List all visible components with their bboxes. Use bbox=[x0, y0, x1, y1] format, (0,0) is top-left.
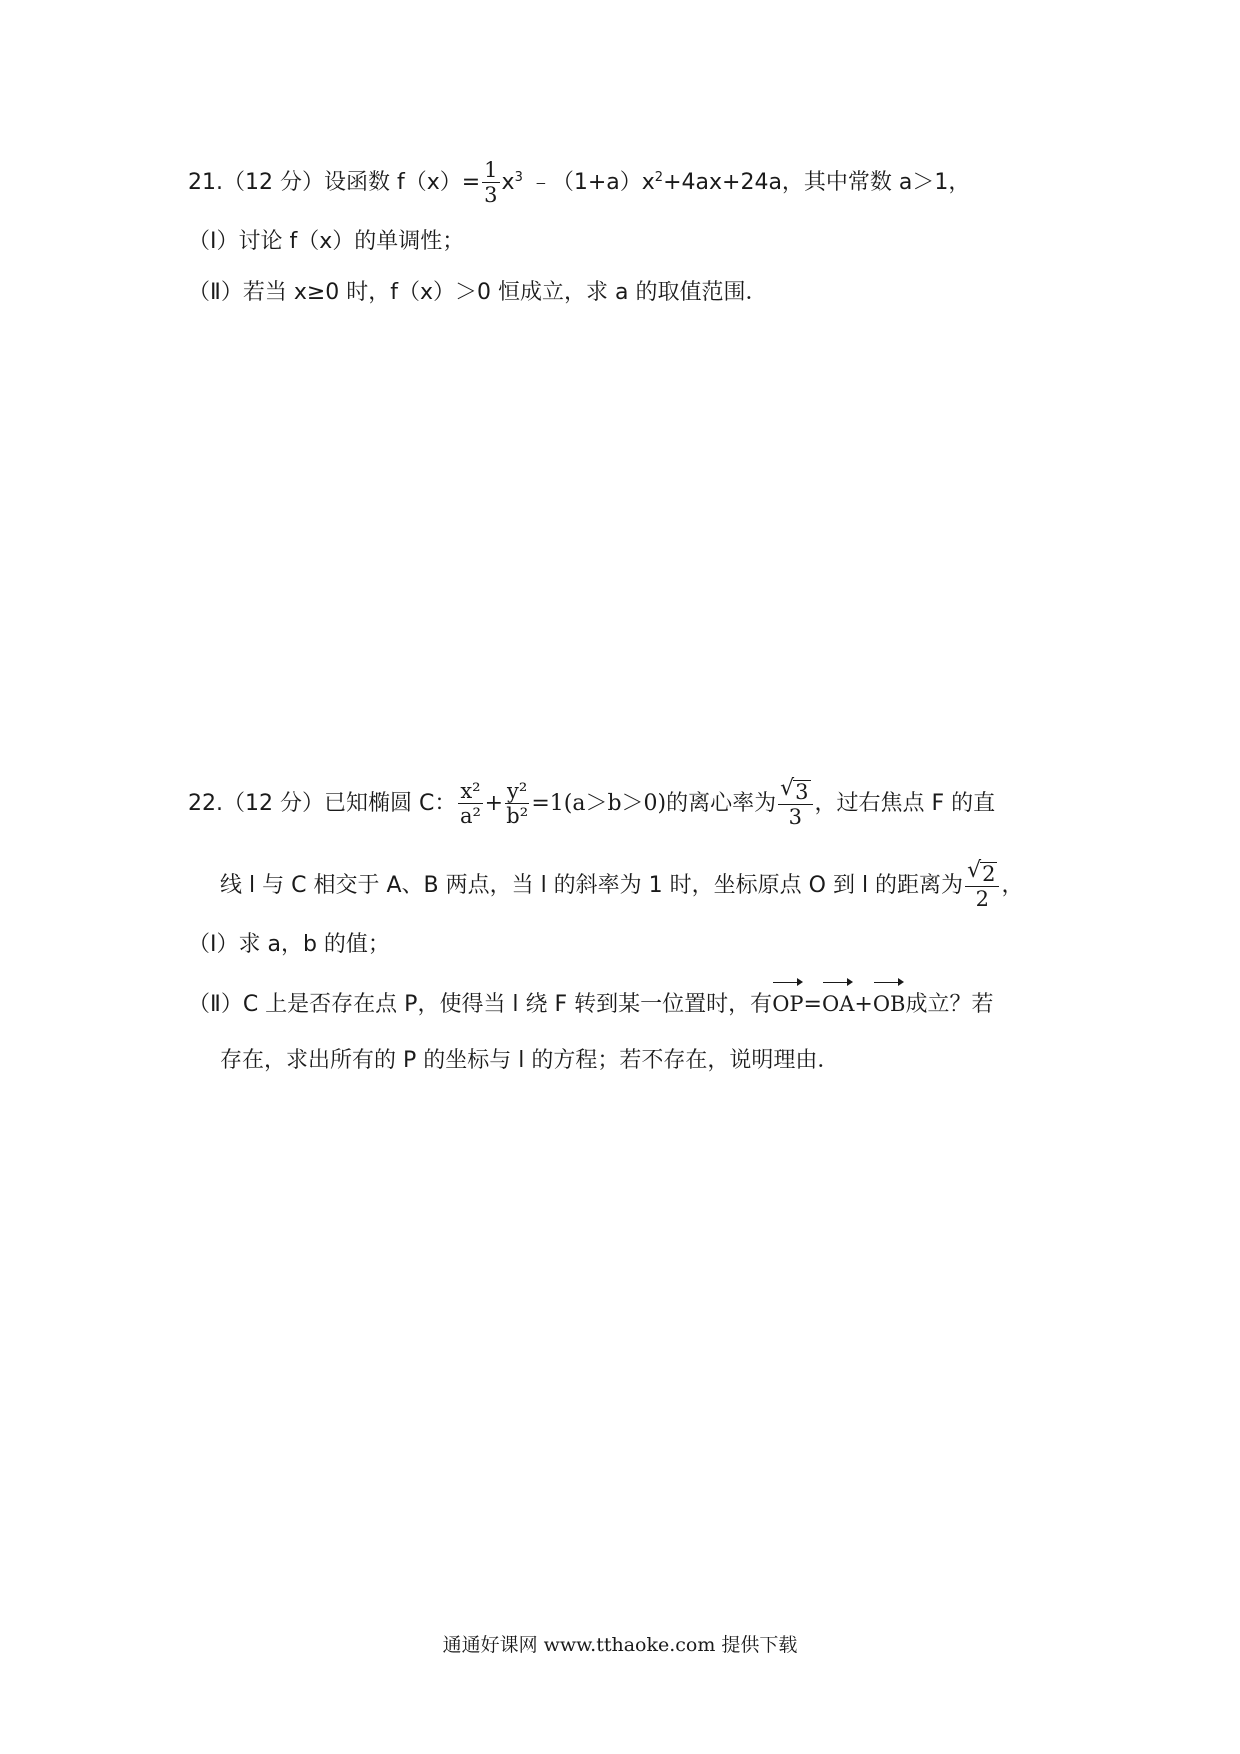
vector-ob: OB bbox=[873, 984, 906, 1024]
q22-fraction-y: $\frac{\text{y²}}{\text{b²}}$ bbox=[506, 779, 529, 828]
q21-stem-text: 21.（12 分）设函数 f（x）= bbox=[188, 170, 481, 195]
sqrt-sign: √ 2 bbox=[967, 858, 996, 886]
vector-op: OP bbox=[772, 984, 803, 1024]
sqrt-sign: √ 3 bbox=[780, 776, 809, 804]
q22-fraction-x: $\frac{\text{x²}}{\text{a²}}$ bbox=[460, 779, 481, 828]
q21-stem: 21.（12 分）设函数 f（x）= $\frac{1}{3}$ $x^3$ $﹣(1+a)x^2+4ax+24a$，其中常数 a＞1， bbox=[188, 158, 971, 207]
q22-eccentricity: √ 3 3 bbox=[778, 780, 812, 828]
q22-part2-continued: 存在，求出所有的 P 的坐标与 l 的方程；若不存在，说明理由． bbox=[220, 1048, 840, 1073]
q22-stem: 22.（12 分）已知椭圆 C： $\frac{\text{x²}}{\text{a²}}$ + $\frac{\text{y²}}{\text{b²}}$ =1(a＞b＞0)的离心率为 √ 3 3 ，过右焦点 F 的直 bbox=[188, 776, 996, 829]
q22-distance: √ 2 2 bbox=[965, 862, 999, 910]
q21-part1: （Ⅰ）讨论 f（x）的单调性； bbox=[188, 229, 465, 254]
q22-line2: 线 l 与 C 相交于 A、B 两点，当 l 的斜率为 1 时，坐标原点 O 到 l 的距离为 √ 2 2 ， bbox=[220, 858, 1024, 911]
page-footer: 通通好课网 www.tthaoke.com 提供下载 bbox=[442, 1634, 798, 1656]
vector-oa: OA bbox=[822, 984, 854, 1024]
q22-part2: （Ⅱ）C 上是否存在点 P，使得当 l 绕 F 转到某一位置时，有OP=OA+OB成立？若 bbox=[188, 984, 993, 1025]
q21-fraction: $\frac{1}{3}$ bbox=[484, 158, 498, 207]
q22-part1: （Ⅰ）求 a，b 的值； bbox=[188, 932, 390, 957]
q21-part2: （Ⅱ）若当 x≥0 时，f（x）＞0 恒成立，求 a 的取值范围． bbox=[188, 280, 768, 305]
